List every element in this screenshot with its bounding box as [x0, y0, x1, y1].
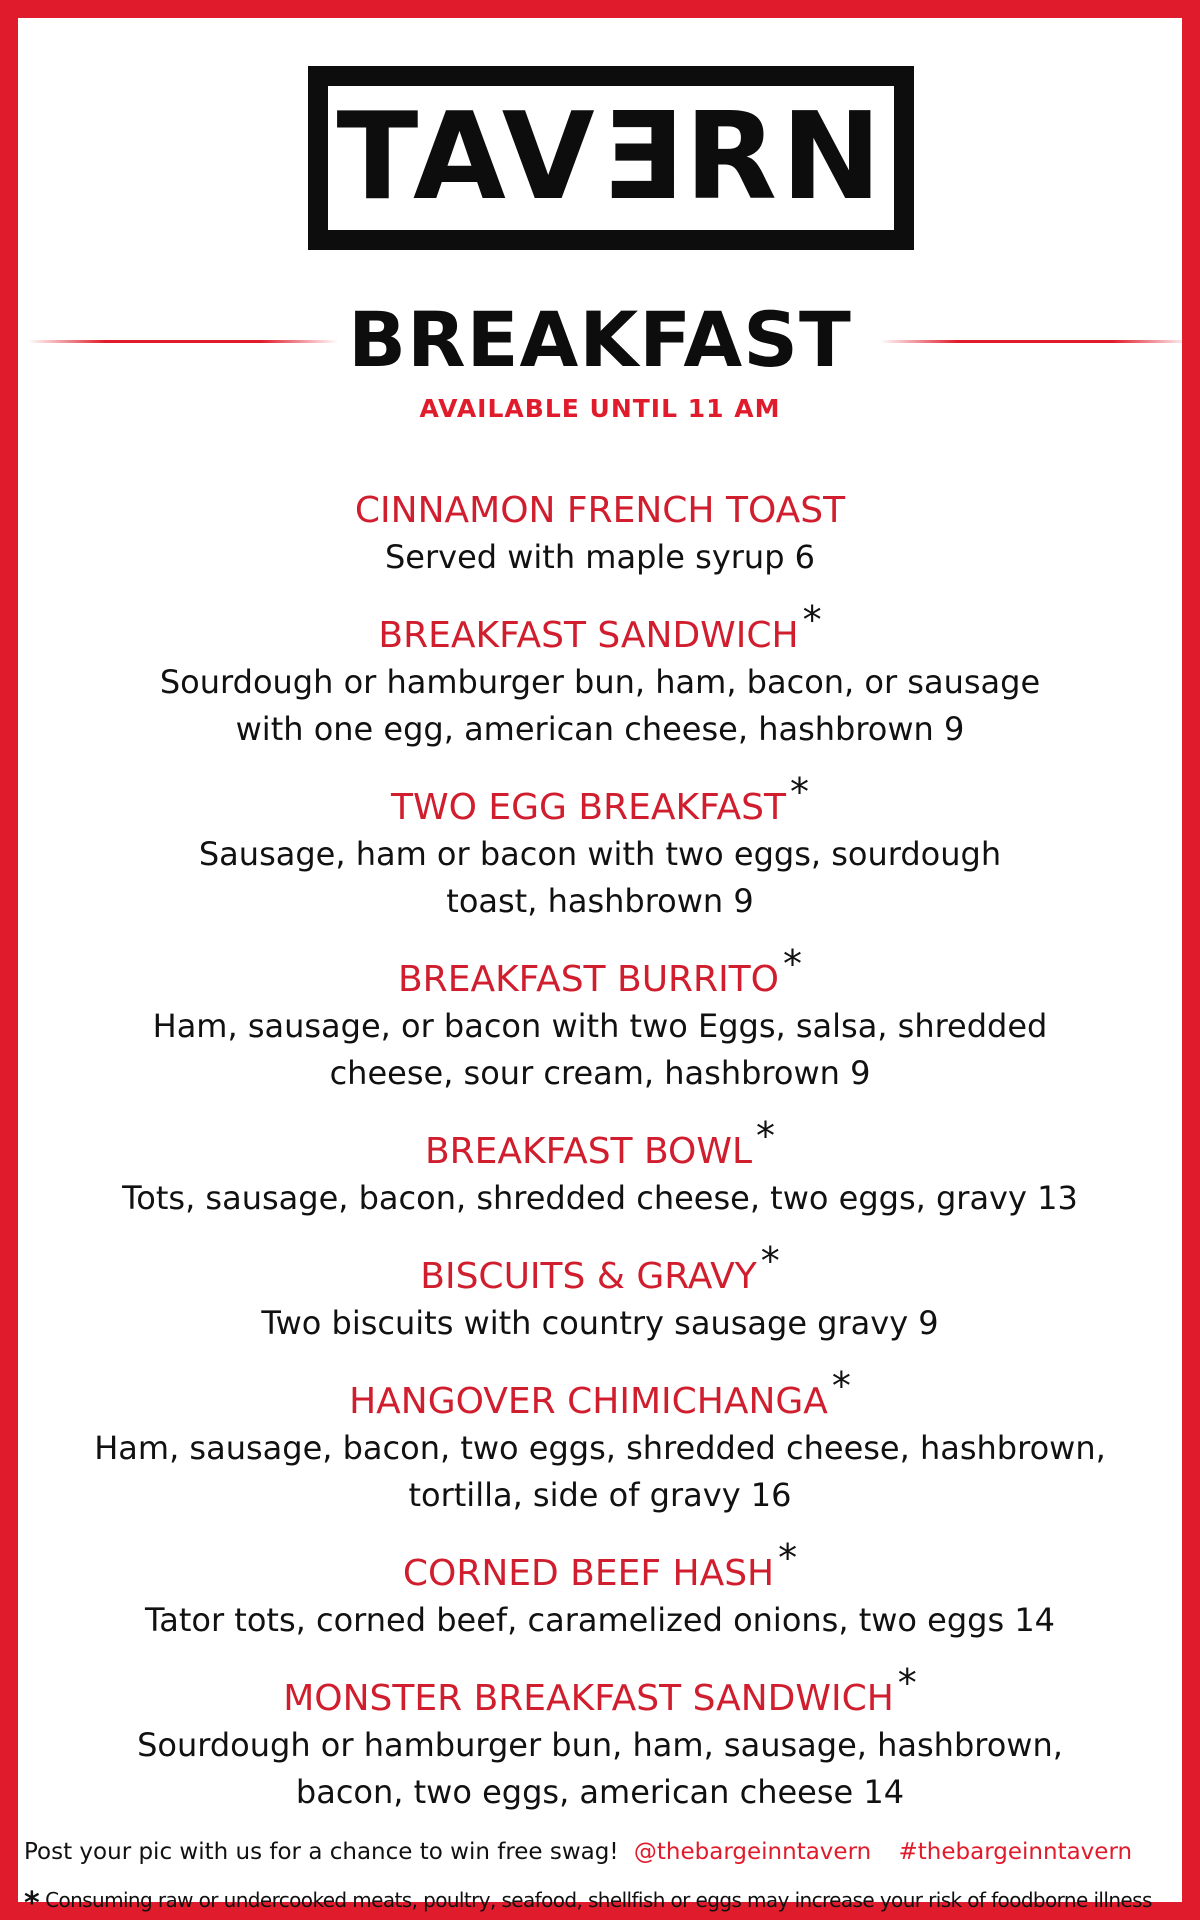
menu-item-description: Sourdough or hamburger bun, ham, sausage, hashbrown, [137, 1726, 1063, 1764]
menu-item-description: Two biscuits with country sausage gravy 9 [261, 1304, 939, 1342]
menu-item-description: Ham, sausage, bacon, two eggs, shredded cheese, hashbrown, [94, 1429, 1106, 1467]
asterisk-icon: * [783, 942, 803, 986]
menu-item-name [58, 598, 1142, 659]
menu-item-description: Sourdough or hamburger bun, ham, bacon, or sausage [159, 663, 1041, 701]
menu-item-name [58, 488, 1142, 534]
health-disclaimer [24, 1880, 1182, 1921]
menu-item-description: cheese, sour cream, hashbrown 9 [329, 1054, 871, 1092]
menu-item-name [58, 1114, 1142, 1175]
menu-item-description: Tator tots, corned beef, caramelized onions, two eggs 14 [144, 1601, 1056, 1639]
asterisk-icon: * [24, 1886, 40, 1921]
menu-item-title: BISCUITS & GRAVY [420, 1256, 757, 1297]
menu-item-description: with one egg, american cheese, hashbrown 9 [235, 710, 965, 748]
menu-item-description: tortilla, side of gravy 16 [408, 1476, 792, 1514]
menu-item [58, 598, 1142, 753]
menu-item-description: Served with maple syrup 6 [384, 538, 816, 576]
title-row [18, 295, 1182, 384]
asterisk-icon: * [897, 1661, 917, 1705]
asterisk-icon: * [831, 1364, 851, 1408]
menu-item-name [58, 770, 1142, 831]
menu-item-title: BREAKFAST SANDWICH [378, 615, 799, 656]
menu-item-name [58, 1536, 1142, 1597]
logo-mirrored-letter: E [598, 88, 685, 227]
menu-item-title: BREAKFAST BOWL [424, 1131, 753, 1172]
menu-item-description: bacon, two eggs, american cheese 14 [295, 1773, 905, 1811]
menu-item [58, 1661, 1142, 1816]
menu-item [58, 770, 1142, 925]
hashtag[interactable]: #thebargeinntavern [898, 1839, 1133, 1865]
menu-item [58, 1364, 1142, 1519]
menu-item [58, 488, 1142, 581]
asterisk-icon: * [760, 1239, 780, 1283]
logo-text-end: RN [684, 88, 886, 227]
asterisk-icon: * [756, 1114, 776, 1158]
logo-text-start: TAV [336, 88, 599, 227]
menu-item-title: CINNAMON FRENCH TOAST [354, 490, 846, 531]
asterisk-icon: * [789, 770, 809, 814]
menu-item [58, 1536, 1142, 1644]
menu-item-title: HANGOVER CHIMICHANGA [349, 1381, 828, 1422]
disclaimer-text: Consuming raw or undercooked meats, poultry, seafood, shellfish or eggs may increase your risk of foodborne illness [45, 1888, 1152, 1912]
menu-item-title: BREAKFAST BURRITO [397, 959, 780, 1000]
menu-item-description: toast, hashbrown 9 [446, 882, 754, 920]
logo-text [336, 88, 886, 227]
menu-item-title: CORNED BEEF HASH [402, 1553, 775, 1594]
menu-item-name [58, 942, 1142, 1003]
menu-item [58, 1239, 1142, 1347]
availability-note: AVAILABLE UNTIL 11 AM [419, 394, 781, 423]
asterisk-icon: * [802, 598, 822, 642]
menu-list [58, 488, 1142, 1846]
menu-item [58, 942, 1142, 1097]
asterisk-icon: * [778, 1536, 798, 1580]
logo-inner [328, 86, 894, 230]
menu-item-description: Ham, sausage, or bacon with two Eggs, salsa, shredded [152, 1007, 1048, 1045]
menu-item-description: Tots, sausage, bacon, shredded cheese, two eggs, gravy 13 [122, 1179, 1078, 1217]
section-title: BREAKFAST [348, 295, 852, 384]
title-rule-right [880, 340, 1190, 343]
menu-item-title: TWO EGG BREAKFAST [391, 787, 786, 828]
menu-item-name [58, 1661, 1142, 1722]
social-promo [24, 1839, 1182, 1865]
menu-item-description: Sausage, ham or bacon with two eggs, sourdough [198, 835, 1002, 873]
menu-item-title: MONSTER BREAKFAST SANDWICH [283, 1678, 894, 1719]
menu-item [58, 1114, 1142, 1222]
menu-item-name [58, 1239, 1142, 1300]
instagram-handle[interactable]: @thebargeinntavern [633, 1839, 872, 1865]
tavern-logo [308, 66, 914, 250]
menu-item-name [58, 1364, 1142, 1425]
promo-text: Post your pic with us for a chance to win free swag! [24, 1839, 619, 1865]
